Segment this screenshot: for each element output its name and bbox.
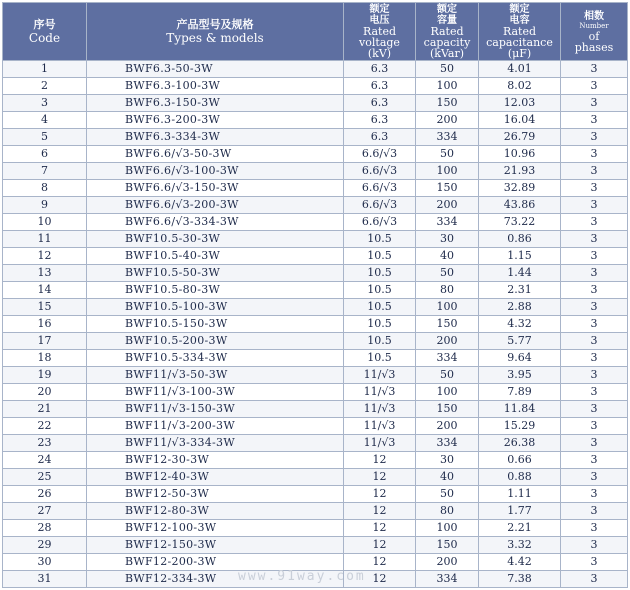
cell-model: BWF12-100-3W [87, 520, 344, 537]
cell-phases: 3 [561, 350, 628, 367]
cell-capacity: 30 [416, 231, 479, 248]
table-row [3, 435, 628, 452]
table-row [3, 316, 628, 333]
cell-capacity: 100 [416, 78, 479, 95]
cell-model: BWF11/√3-100-3W [87, 384, 344, 401]
cell-model: BWF12-200-3W [87, 554, 344, 571]
table-row [3, 333, 628, 350]
cell-voltage: 12 [344, 486, 416, 503]
cell-voltage: 6.3 [344, 78, 416, 95]
table-row [3, 503, 628, 520]
table-row [3, 571, 628, 588]
cell-capacity: 334 [416, 350, 479, 367]
cell-code: 21 [3, 401, 87, 418]
cell-code: 24 [3, 452, 87, 469]
table-row [3, 112, 628, 129]
table-body [3, 61, 628, 588]
cell-phases: 3 [561, 214, 628, 231]
cell-model: BWF12-50-3W [87, 486, 344, 503]
table-row [3, 146, 628, 163]
cell-capacitance: 1.77 [479, 503, 561, 520]
table-row [3, 214, 628, 231]
cell-capacity: 334 [416, 129, 479, 146]
cell-capacity: 200 [416, 333, 479, 350]
table-row [3, 231, 628, 248]
cell-voltage: 12 [344, 571, 416, 588]
cell-voltage: 12 [344, 452, 416, 469]
cell-voltage: 6.6/√3 [344, 197, 416, 214]
cell-model: BWF6.3-100-3W [87, 78, 344, 95]
cell-phases: 3 [561, 248, 628, 265]
cell-model: BWF6.3-200-3W [87, 112, 344, 129]
cell-code: 16 [3, 316, 87, 333]
cell-capacity: 334 [416, 214, 479, 231]
cell-phases: 3 [561, 571, 628, 588]
cell-code: 18 [3, 350, 87, 367]
cell-model: BWF6.6/√3-200-3W [87, 197, 344, 214]
cell-capacity: 150 [416, 180, 479, 197]
cell-code: 23 [3, 435, 87, 452]
table-row [3, 61, 628, 78]
cell-capacitance: 43.86 [479, 197, 561, 214]
cell-voltage: 6.6/√3 [344, 163, 416, 180]
table-row [3, 299, 628, 316]
cell-code: 26 [3, 486, 87, 503]
header-rated-capacity: 额定 容量 Rated capacity (kVar) [416, 3, 479, 61]
cell-phases: 3 [561, 78, 628, 95]
cell-capacitance: 4.32 [479, 316, 561, 333]
cell-capacity: 50 [416, 486, 479, 503]
cell-voltage: 6.6/√3 [344, 146, 416, 163]
cell-capacitance: 26.38 [479, 435, 561, 452]
cell-code: 11 [3, 231, 87, 248]
cell-capacity: 50 [416, 146, 479, 163]
cell-capacitance: 10.96 [479, 146, 561, 163]
table-row [3, 129, 628, 146]
cell-voltage: 6.3 [344, 112, 416, 129]
cell-capacity: 100 [416, 384, 479, 401]
cell-voltage: 10.5 [344, 248, 416, 265]
cell-phases: 3 [561, 265, 628, 282]
cell-capacity: 100 [416, 163, 479, 180]
cell-code: 6 [3, 146, 87, 163]
cell-code: 30 [3, 554, 87, 571]
cell-voltage: 11/√3 [344, 418, 416, 435]
cell-code: 13 [3, 265, 87, 282]
cell-capacitance: 5.77 [479, 333, 561, 350]
cell-phases: 3 [561, 299, 628, 316]
cell-phases: 3 [561, 316, 628, 333]
cell-voltage: 12 [344, 469, 416, 486]
cell-voltage: 11/√3 [344, 435, 416, 452]
cell-phases: 3 [561, 520, 628, 537]
cell-phases: 3 [561, 146, 628, 163]
cell-code: 14 [3, 282, 87, 299]
table-row [3, 384, 628, 401]
cell-model: BWF6.6/√3-334-3W [87, 214, 344, 231]
cell-phases: 3 [561, 452, 628, 469]
cell-capacitance: 2.21 [479, 520, 561, 537]
cell-code: 2 [3, 78, 87, 95]
table-row [3, 401, 628, 418]
cell-capacity: 150 [416, 401, 479, 418]
header-types-models: 产品型号及规格 Types & models [87, 3, 344, 61]
table-row [3, 282, 628, 299]
cell-model: BWF12-40-3W [87, 469, 344, 486]
cell-code: 7 [3, 163, 87, 180]
cell-model: BWF10.5-334-3W [87, 350, 344, 367]
cell-code: 1 [3, 61, 87, 78]
cell-capacitance: 7.38 [479, 571, 561, 588]
cell-voltage: 11/√3 [344, 384, 416, 401]
cell-code: 27 [3, 503, 87, 520]
header-code: 序号 Code [3, 3, 87, 61]
cell-capacitance: 73.22 [479, 214, 561, 231]
cell-phases: 3 [561, 401, 628, 418]
cell-phases: 3 [561, 163, 628, 180]
watermark: www.91way.com [238, 569, 366, 584]
cell-capacitance: 3.95 [479, 367, 561, 384]
cell-code: 5 [3, 129, 87, 146]
table-row [3, 537, 628, 554]
cell-code: 22 [3, 418, 87, 435]
cell-capacity: 200 [416, 418, 479, 435]
table-row [3, 197, 628, 214]
cell-phases: 3 [561, 435, 628, 452]
cell-voltage: 10.5 [344, 282, 416, 299]
header-rated-capacitance: 额定 电容 Rated capacitance (μF) [479, 3, 561, 61]
cell-voltage: 12 [344, 520, 416, 537]
cell-model: BWF12-150-3W [87, 537, 344, 554]
cell-capacitance: 3.32 [479, 537, 561, 554]
cell-code: 25 [3, 469, 87, 486]
table-row [3, 554, 628, 571]
cell-phases: 3 [561, 129, 628, 146]
cell-voltage: 6.6/√3 [344, 214, 416, 231]
cell-voltage: 10.5 [344, 333, 416, 350]
cell-model: BWF10.5-80-3W [87, 282, 344, 299]
cell-phases: 3 [561, 384, 628, 401]
cell-model: BWF10.5-150-3W [87, 316, 344, 333]
cell-voltage: 11/√3 [344, 401, 416, 418]
table-row [3, 180, 628, 197]
cell-capacitance: 0.66 [479, 452, 561, 469]
cell-capacity: 100 [416, 520, 479, 537]
cell-code: 19 [3, 367, 87, 384]
cell-capacity: 100 [416, 299, 479, 316]
table-header-row [3, 3, 628, 61]
cell-voltage: 12 [344, 503, 416, 520]
cell-capacitance: 16.04 [479, 112, 561, 129]
cell-capacitance: 1.11 [479, 486, 561, 503]
table-row [3, 469, 628, 486]
cell-phases: 3 [561, 554, 628, 571]
cell-code: 12 [3, 248, 87, 265]
cell-capacitance: 7.89 [479, 384, 561, 401]
cell-model: BWF10.5-30-3W [87, 231, 344, 248]
table-row [3, 265, 628, 282]
cell-voltage: 6.3 [344, 95, 416, 112]
capacitor-spec-table [2, 2, 628, 588]
cell-code: 3 [3, 95, 87, 112]
table-row [3, 78, 628, 95]
cell-voltage: 6.3 [344, 129, 416, 146]
cell-capacitance: 2.88 [479, 299, 561, 316]
table-row [3, 95, 628, 112]
cell-voltage: 10.5 [344, 350, 416, 367]
cell-voltage: 10.5 [344, 265, 416, 282]
cell-capacitance: 11.84 [479, 401, 561, 418]
cell-capacitance: 15.29 [479, 418, 561, 435]
cell-phases: 3 [561, 180, 628, 197]
cell-code: 9 [3, 197, 87, 214]
cell-voltage: 6.6/√3 [344, 180, 416, 197]
cell-capacitance: 9.64 [479, 350, 561, 367]
cell-model: BWF6.6/√3-100-3W [87, 163, 344, 180]
cell-code: 8 [3, 180, 87, 197]
cell-code: 29 [3, 537, 87, 554]
table-row [3, 418, 628, 435]
cell-capacity: 80 [416, 503, 479, 520]
cell-capacity: 334 [416, 435, 479, 452]
table-row [3, 163, 628, 180]
cell-capacitance: 2.31 [479, 282, 561, 299]
cell-model: BWF11/√3-50-3W [87, 367, 344, 384]
cell-capacity: 150 [416, 316, 479, 333]
cell-code: 17 [3, 333, 87, 350]
cell-capacity: 200 [416, 554, 479, 571]
cell-code: 28 [3, 520, 87, 537]
cell-phases: 3 [561, 112, 628, 129]
cell-capacitance: 0.86 [479, 231, 561, 248]
table-row [3, 452, 628, 469]
cell-voltage: 11/√3 [344, 367, 416, 384]
cell-model: BWF10.5-40-3W [87, 248, 344, 265]
cell-phases: 3 [561, 469, 628, 486]
cell-model: BWF6.3-334-3W [87, 129, 344, 146]
cell-capacitance: 12.03 [479, 95, 561, 112]
cell-capacitance: 1.15 [479, 248, 561, 265]
cell-voltage: 10.5 [344, 299, 416, 316]
cell-capacity: 334 [416, 571, 479, 588]
cell-phases: 3 [561, 486, 628, 503]
cell-capacitance: 26.79 [479, 129, 561, 146]
cell-voltage: 10.5 [344, 316, 416, 333]
cell-model: BWF10.5-100-3W [87, 299, 344, 316]
cell-capacitance: 0.88 [479, 469, 561, 486]
cell-capacitance: 4.01 [479, 61, 561, 78]
cell-code: 31 [3, 571, 87, 588]
cell-capacity: 40 [416, 469, 479, 486]
cell-phases: 3 [561, 537, 628, 554]
cell-phases: 3 [561, 503, 628, 520]
cell-model: BWF6.6/√3-50-3W [87, 146, 344, 163]
cell-model: BWF6.3-50-3W [87, 61, 344, 78]
cell-capacity: 50 [416, 61, 479, 78]
cell-voltage: 12 [344, 537, 416, 554]
cell-model: BWF6.3-150-3W [87, 95, 344, 112]
cell-capacitance: 32.89 [479, 180, 561, 197]
cell-phases: 3 [561, 282, 628, 299]
cell-phases: 3 [561, 418, 628, 435]
table-row [3, 350, 628, 367]
header-number-of-phases: 相数 Number of phases [561, 3, 628, 61]
cell-model: BWF12-80-3W [87, 503, 344, 520]
cell-phases: 3 [561, 95, 628, 112]
cell-phases: 3 [561, 197, 628, 214]
cell-model: BWF12-334-3W [87, 571, 344, 588]
cell-capacity: 200 [416, 197, 479, 214]
cell-capacity: 50 [416, 367, 479, 384]
cell-voltage: 10.5 [344, 231, 416, 248]
cell-phases: 3 [561, 333, 628, 350]
cell-capacity: 150 [416, 537, 479, 554]
cell-capacity: 30 [416, 452, 479, 469]
cell-model: BWF11/√3-334-3W [87, 435, 344, 452]
cell-model: BWF12-30-3W [87, 452, 344, 469]
cell-capacitance: 21.93 [479, 163, 561, 180]
cell-code: 4 [3, 112, 87, 129]
cell-code: 10 [3, 214, 87, 231]
cell-voltage: 12 [344, 554, 416, 571]
cell-capacitance: 4.42 [479, 554, 561, 571]
cell-phases: 3 [561, 61, 628, 78]
table-row [3, 486, 628, 503]
cell-capacitance: 1.44 [479, 265, 561, 282]
cell-capacity: 150 [416, 95, 479, 112]
cell-model: BWF6.6/√3-150-3W [87, 180, 344, 197]
cell-capacity: 40 [416, 248, 479, 265]
cell-phases: 3 [561, 231, 628, 248]
cell-model: BWF10.5-200-3W [87, 333, 344, 350]
cell-code: 15 [3, 299, 87, 316]
cell-code: 20 [3, 384, 87, 401]
cell-model: BWF11/√3-200-3W [87, 418, 344, 435]
cell-capacity: 50 [416, 265, 479, 282]
cell-capacity: 200 [416, 112, 479, 129]
cell-capacitance: 8.02 [479, 78, 561, 95]
cell-voltage: 6.3 [344, 61, 416, 78]
table-row [3, 248, 628, 265]
cell-model: BWF11/√3-150-3W [87, 401, 344, 418]
cell-model: BWF10.5-50-3W [87, 265, 344, 282]
header-rated-voltage: 额定 电压 Rated voltage (kV) [344, 3, 416, 61]
table-row [3, 520, 628, 537]
cell-capacity: 80 [416, 282, 479, 299]
cell-phases: 3 [561, 367, 628, 384]
table-row [3, 367, 628, 384]
